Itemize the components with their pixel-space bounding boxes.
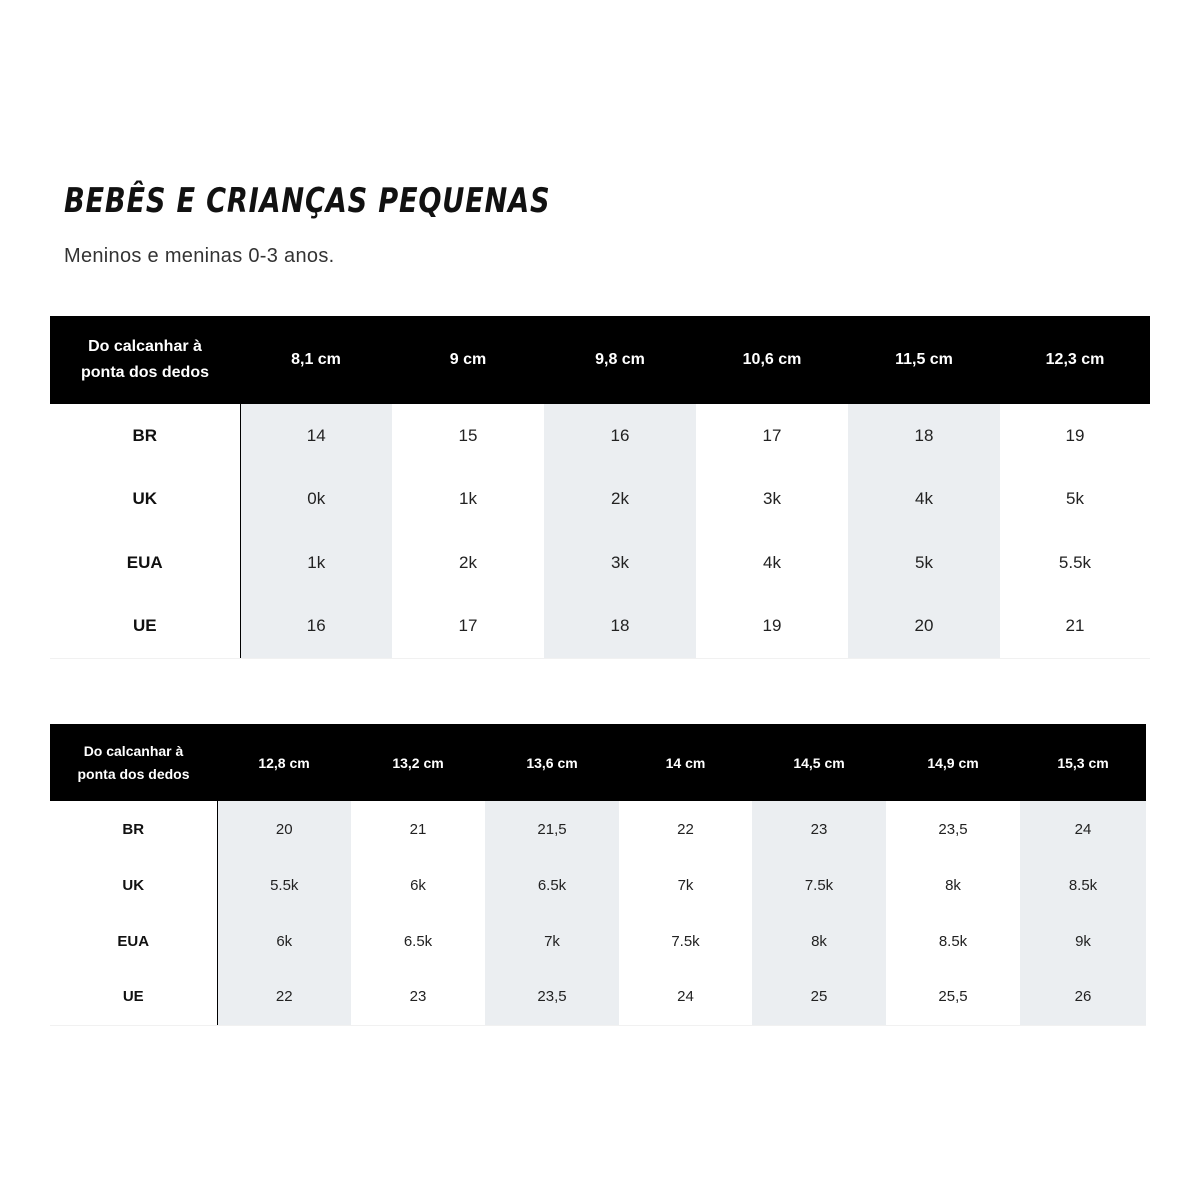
column-header: 9 cm [392,316,544,404]
column-header: 9,8 cm [544,316,696,404]
table-cell: 6.5k [403,932,433,950]
table-cell: 26 [1020,969,1146,1025]
row-label: BR [50,801,217,857]
foot-length-label-line2: ponta dos dedos [81,364,209,381]
table-cell: 22 [217,969,351,1025]
table-cell: 23,5 [938,820,968,838]
table-cell: 23 [351,969,485,1025]
table-cell: 3k [763,489,781,509]
table-row [50,468,1150,532]
table-cell: 5k [848,531,1000,595]
table-cell: 16 [240,595,392,659]
table-row [50,531,1150,595]
table-cell: 2k [544,468,696,532]
table-cell: 25,5 [886,969,1020,1025]
foot-length-header [50,316,240,404]
table-cell: 15 [458,425,478,445]
table-cell: 8.5k [1020,857,1146,913]
table-cell: 0k [240,468,392,532]
header-row [50,724,1146,801]
foot-length-header [50,724,217,801]
row-label: UK [50,857,217,913]
size-table-1 [50,316,1150,659]
table-cell: 21,5 [485,801,619,857]
table-row [50,969,1146,1025]
header-row [50,316,1150,404]
page-subtitle: Meninos e meninas 0-3 anos. [64,245,335,267]
table-cell: 9k [1020,913,1146,969]
table-cell: 19 [696,595,848,659]
row-label: EUA [50,531,240,595]
table-cell: 6k [410,876,426,894]
table-cell: 24 [1020,801,1146,857]
table-cell: 24 [619,969,752,1025]
table-cell: 1k [459,489,477,509]
size-table-2 [50,724,1146,1026]
table-cell: 16 [544,404,696,468]
row-label: BR [50,404,240,468]
column-header: 12,3 cm [1000,316,1150,404]
table-cell: 4k [763,552,781,572]
foot-length-label-line1: Do calcanhar à [83,743,184,760]
column-header: 13,6 cm [485,724,619,801]
table-cell: 7.5k [671,932,700,950]
table-cell: 14 [240,404,392,468]
table-cell: 20 [848,595,1000,659]
row-label: UE [50,969,217,1025]
column-header: 14 cm [619,724,752,801]
table-cell: 6k [217,913,351,969]
table-cell: 5.5k [1058,552,1092,572]
column-header: 14,5 cm [752,724,886,801]
table-cell: 7k [485,913,619,969]
column-header: 15,3 cm [1020,724,1146,801]
table-cell: 22 [677,820,694,838]
table-row [50,404,1150,468]
table-cell: 18 [544,595,696,659]
column-header: 8,1 cm [240,316,392,404]
table-cell: 25 [752,969,886,1025]
table-cell: 5k [1066,489,1084,509]
table-row [50,801,1146,857]
table-cell: 18 [848,404,1000,468]
table-cell: 23 [752,801,886,857]
page-title: BEBÊS E CRIANÇAS PEQUENAS [64,181,551,221]
table-cell: 17 [392,595,544,659]
table-cell: 21 [409,820,427,838]
table-cell: 6.5k [485,857,619,913]
column-header: 12,8 cm [217,724,351,801]
table-cell: 8k [945,876,961,894]
column-header: 14,9 cm [886,724,1020,801]
table-cell: 1k [240,531,392,595]
foot-length-label-line2: ponta dos dedos [77,765,190,782]
table-cell: 7k [677,876,694,894]
table-cell: 8.5k [938,932,968,950]
row-label: UK [50,468,240,532]
table-cell: 23,5 [485,969,619,1025]
row-label: EUA [50,913,217,969]
table-cell: 2k [459,552,477,572]
column-header: 10,6 cm [696,316,848,404]
table-cell: 17 [762,425,782,445]
table-row [50,913,1146,969]
table-row [50,595,1150,659]
table-cell: 4k [848,468,1000,532]
table-cell: 21 [1000,595,1150,659]
table-cell: 19 [1065,425,1085,445]
table-cell: 20 [217,801,351,857]
foot-length-label-line1: Do calcanhar à [88,338,202,356]
column-header: 13,2 cm [351,724,485,801]
table-cell: 5.5k [217,857,351,913]
table-cell: 7.5k [752,857,886,913]
table-row [50,857,1146,913]
table-cell: 3k [544,531,696,595]
table-cell: 8k [752,913,886,969]
column-header: 11,5 cm [848,316,1000,404]
row-label: UE [50,595,240,659]
